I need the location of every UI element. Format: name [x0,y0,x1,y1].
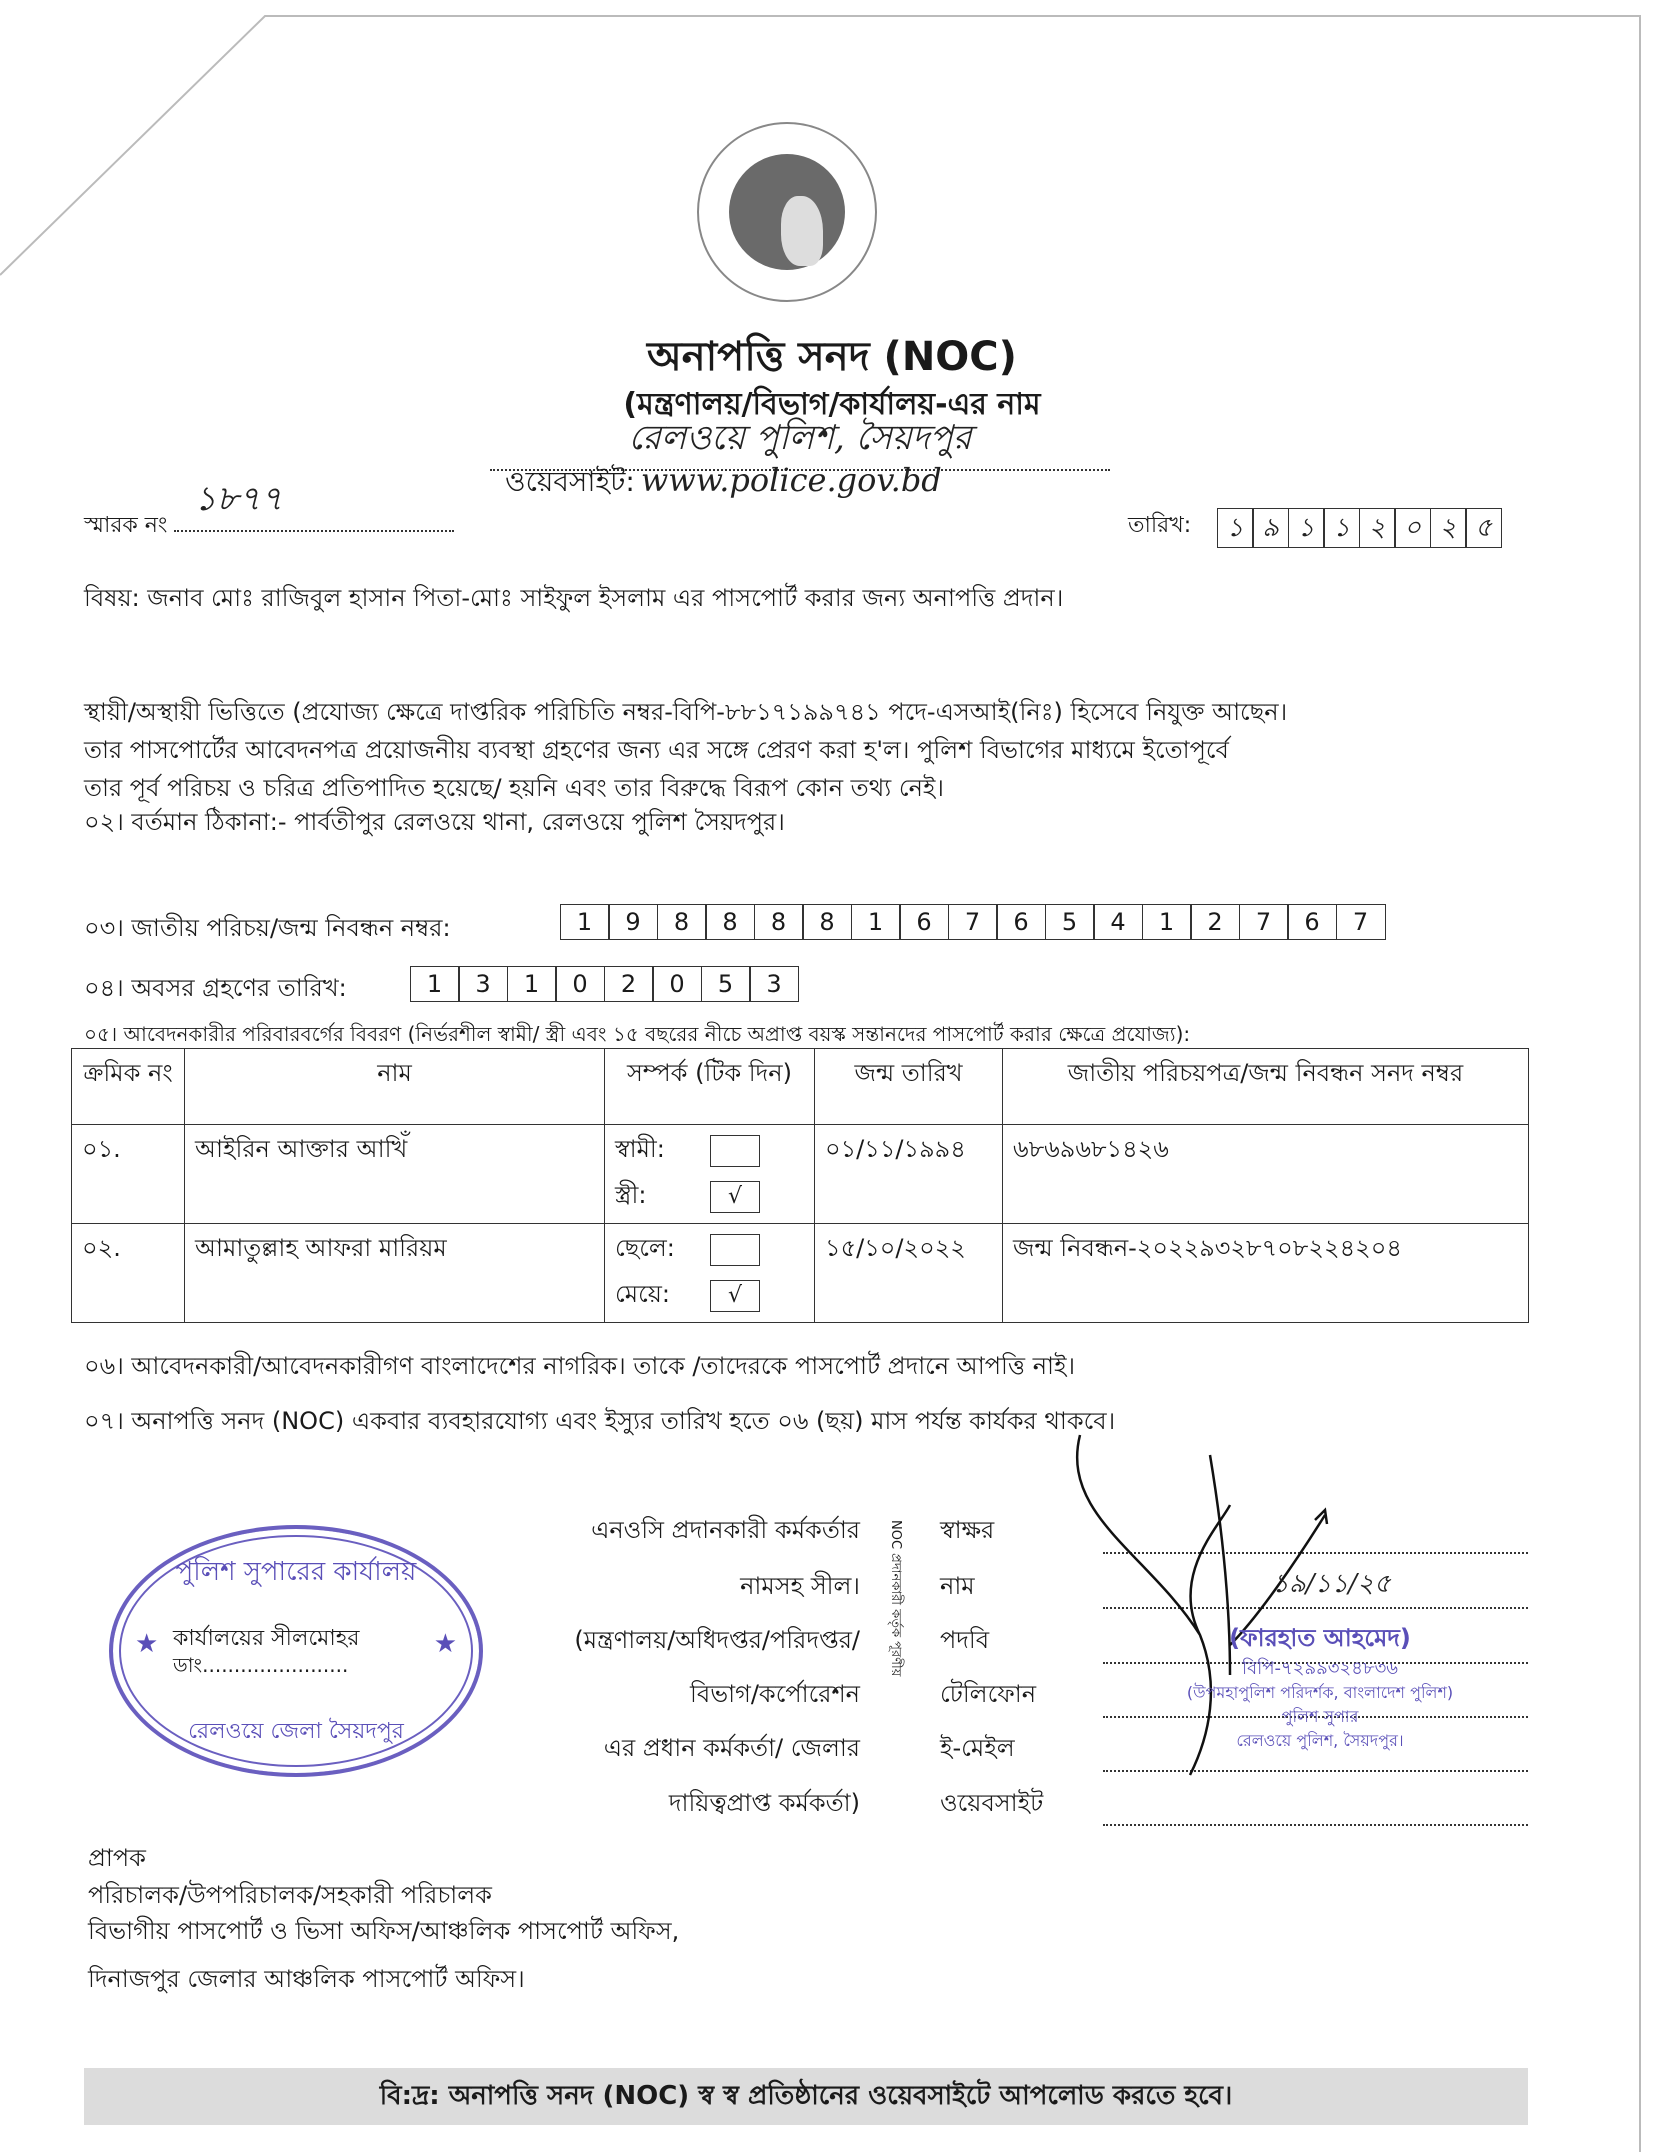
digit-box: 6 [1287,904,1337,940]
field-email: ই-মেইল [940,1734,1015,1762]
digit-box: 1 [851,904,901,940]
page-title: অনাপত্তি সনদ (NOC) [647,334,1017,380]
recipient-heading: প্রাপক [88,1844,146,1872]
retirement-date-boxes [411,966,799,1002]
digit-box: ১ [1217,508,1254,548]
memo-value: ১৮৭৭ [194,479,283,519]
digit-box: 5 [701,966,751,1002]
officer-name: (ফারহাত আহমেদ) [1229,1624,1411,1652]
government-emblem [697,122,877,302]
bangladesh-map-icon [781,196,823,266]
officer-designation: পুলিশ সুপার [1281,1707,1359,1726]
dotted-line [1103,1822,1528,1826]
citizenship-statement: ০৬। আবেদনকারী/আবেদনকারীগণ বাংলাদেশের নাগরিক। তাকে /তাদেরকে পাসপোর্ট প্রদানে আপত্তি নাই। [84,1352,1076,1380]
digit-box: 7 [1336,904,1386,940]
digit-box: ২ [1430,508,1467,548]
officer-rank: (উপমহাপুলিশ পরিদর্শক, বাংলাদেশ পুলিশ) [1186,1683,1454,1702]
signature-date: ১৯/১১/২৫ [1272,1569,1391,1599]
digit-box: ০ [1394,508,1431,548]
checkbox [710,1234,760,1266]
table-header-row [72,1049,1529,1125]
digit-box: ৫ [1465,508,1502,548]
digit-box: 7 [948,904,998,940]
digit-box: 0 [652,966,702,1002]
digit-box: 2 [1190,904,1240,940]
digit-box: 1 [410,966,460,1002]
stamp-dang: ডাং....................... [173,1653,349,1677]
digit-box: 9 [608,904,658,940]
present-address: ০২। বর্তমান ঠিকানা:- পার্বতীপুর রেলওয়ে থানা, রেলওয়ে পুলিশ সৈয়দপুর। [84,808,785,836]
signatory-label: এর প্রধান কর্মকর্তা/ জেলার [603,1734,860,1762]
table-row [72,1125,1529,1224]
col-name: নাম [185,1049,605,1125]
date-boxes [1218,508,1502,548]
relation-option: স্বামী: [615,1135,665,1163]
office-stamp [109,1525,483,1777]
footer-note: বি:দ্র: অনাপত্তি সনদ (NOC) স্ব স্ব প্রতিষ্ঠানের ওয়েবসাইটে আপলোড করতে হবে। [84,2068,1528,2125]
website-line [505,460,942,507]
id-number: জন্ম নিবন্ধন-২০২২৯৩২৮৭০৮২২৪২০৪ [1003,1224,1529,1323]
field-name: নাম [940,1572,975,1600]
relation-option: মেয়ে: [615,1280,670,1308]
table-row [72,1224,1529,1323]
officer-bp: বিপি-৭২৯৯৩২৪৮৩৬ [1242,1658,1398,1679]
digit-box: 1 [507,966,557,1002]
signatory-label: এনওসি প্রদানকারী কর্মকর্তার [591,1516,860,1544]
family-section-label: ০৫। আবেদনকারীর পরিবারবর্গের বিবরণ (নির্ভরশীল স্বামী/ স্ত্রী এবং ১৫ বছরের নীচে অপ্রাপ্ত বয়স্ক সন্তানদের পাসপোর্ট করার ক্ষেত্রে প্রযোজ্য): [84,1022,1191,1046]
page-subtitle: (মন্ত্রণালয়/বিভাগ/কার্যালয়-এর নাম [623,387,1041,422]
digit-box: 8 [802,904,852,940]
recipient-line: বিভাগীয় পাসপোর্ট ও ভিসা অফিস/আঞ্চলিক পাসপোর্ট অফিস, [88,1917,680,1945]
digit-box: 1 [560,904,610,940]
stamp-seal-label: কার্যালয়ের সীলমোহর [173,1626,360,1651]
recipient-line: দিনাজপুর জেলার আঞ্চলিক পাসপোর্ট অফিস। [88,1965,525,1993]
digit-box: 8 [705,904,755,940]
id-number: ৬৮৬৯৬৮১৪২৬ [1003,1125,1529,1224]
digit-box: 5 [1045,904,1095,940]
serial: ০১. [72,1125,185,1224]
signatory-label: (মন্ত্রণালয়/অধিদপ্তর/পরিদপ্তর/ [574,1626,860,1654]
field-signature: স্বাক্ষর [940,1516,995,1544]
star-icon: ★ [433,1629,457,1659]
body-line: তার পাসপোর্টের আবেদনপত্র প্রয়োজনীয় ব্যবস্থা গ্রহণের জন্য এর সঙ্গে প্রেরণ করা হ'ল। পুলিশ বিভাগের মাধ্যমে ইতোপূর্বে [84,736,1229,764]
checkbox-checked: √ [710,1280,760,1312]
col-dob: জন্ম তারিখ [815,1049,1003,1125]
digit-box: 1 [1142,904,1192,940]
checkbox-checked: √ [710,1181,760,1213]
nid-boxes [561,904,1386,940]
col-relation: সম্পর্ক (টিক দিন) [605,1049,815,1125]
digit-box: 4 [1093,904,1143,940]
memo-label: স্মারক নং [84,513,168,538]
dob: ১৫/১০/২০২২ [815,1224,1003,1323]
digit-box: 3 [749,966,799,1002]
stamp-bottom-text: রেলওয়ে জেলা সৈয়দপুর [188,1719,404,1744]
dob: ০১/১১/১৯৯৪ [815,1125,1003,1224]
col-id: জাতীয় পরিচয়পত্র/জন্ম নিবন্ধন সনদ নম্বর [1003,1049,1529,1125]
col-serial: ক্রমিক নং [72,1049,185,1125]
office-name: রেলওয়ে পুলিশ, সৈয়দপুর [490,412,1110,471]
memo-number [84,479,454,545]
digit-box: 2 [604,966,654,1002]
website-value: www.police.gov.bd [640,461,942,499]
digit-box: ৯ [1252,508,1289,548]
digit-box: 8 [754,904,804,940]
digit-box: 6 [996,904,1046,940]
digit-box: 8 [657,904,707,940]
retirement-label: ০৪। অবসর গ্রহণের তারিখ: [84,974,347,1002]
field-website: ওয়েবসাইট [940,1789,1044,1817]
officer-office: রেলওয়ে পুলিশ, সৈয়দপুর। [1236,1731,1404,1750]
body-line: তার পূর্ব পরিচয় ও চরিত্র প্রতিপাদিত হয়েছে/ হয়নি এবং তার বিরুদ্ধে বিরূপ কোন তথ্য নেই। [84,774,944,802]
validity-statement: ০৭। অনাপত্তি সনদ (NOC) একবার ব্যবহারযোগ্য এবং ইস্যুর তারিখ হতে ০৬ (ছয়) মাস পর্যন্ত কার্যকর থাকবে। [84,1407,1116,1435]
vertical-note: NOC প্রদানকারী কর্তৃক পূরণীয় [888,1520,903,1677]
digit-box: ১ [1323,508,1360,548]
signatory-label: নামসহ সীল। [740,1572,860,1600]
name: আমাতুল্লাহ আফরা মারিয়ম [185,1224,605,1323]
signatory-label: দায়িত্বপ্রাপ্ত কর্মকর্তা) [668,1789,860,1817]
digit-box: 6 [899,904,949,940]
stamp-top-text: পুলিশ সুপারের কার্যালয় [175,1557,417,1587]
serial: ০২. [72,1224,185,1323]
nid-label: ০৩। জাতীয় পরিচয়/জন্ম নিবন্ধন নম্বর: [84,914,451,942]
digit-box: 3 [458,966,508,1002]
relation [605,1224,815,1323]
website-label: ওয়েবসাইট: [505,465,635,498]
checkbox [710,1135,760,1167]
star-icon: ★ [135,1629,159,1659]
digit-box: 7 [1239,904,1289,940]
subject-line: বিষয়: জনাব মোঃ রাজিবুল হাসান পিতা-মোঃ সাইফুল ইসলাম এর পাসপোর্ট করার জন্য অনাপত্তি প্রদান। [84,584,1064,612]
body-line: স্থায়ী/অস্থায়ী ভিত্তিতে (প্রযোজ্য ক্ষেত্রে দাপ্তরিক পরিচিতি নম্বর-বিপি-৮৮১৭১৯৯৭৪১ পদে-এসআই(নিঃ) হিসেবে নিযুক্ত আছেন। [84,698,1288,726]
relation [605,1125,815,1224]
relation-option: ছেলে: [615,1234,675,1262]
field-telephone: টেলিফোন [940,1680,1037,1708]
signatory-label: বিভাগ/কর্পোরেশন [690,1680,860,1708]
digit-box: ১ [1288,508,1325,548]
recipient-line: পরিচালক/উপপরিচালক/সহকারী পরিচালক [88,1881,492,1909]
field-designation: পদবি [940,1626,990,1654]
relation-option: স্ত্রী: [615,1181,647,1209]
digit-box: 0 [555,966,605,1002]
date-label: তারিখ: [1128,513,1192,538]
name: আইরিন আক্তার আখিঁ [185,1125,605,1224]
digit-box: ২ [1359,508,1396,548]
family-table [71,1048,1529,1323]
